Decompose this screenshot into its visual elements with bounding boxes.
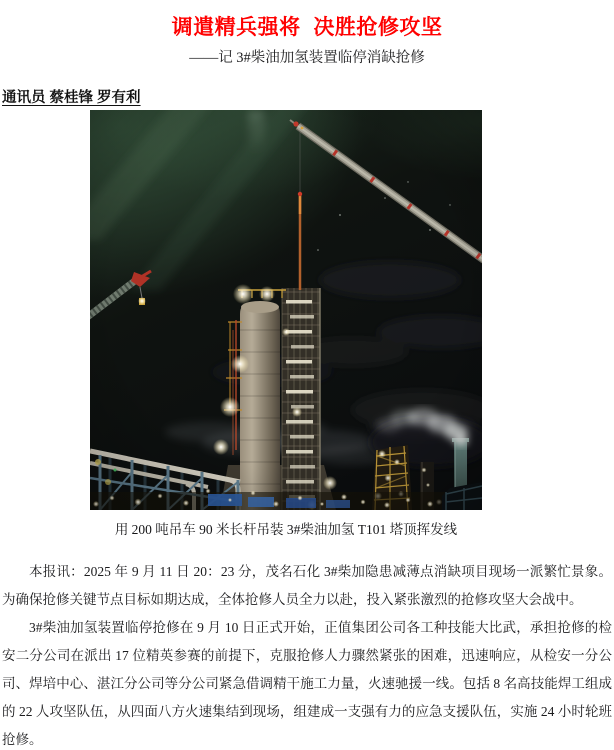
photo-vignette: [90, 110, 482, 510]
body-paragraph: 本报讯：2025 年 9 月 11 日 20：23 分，茂名石化 3#柴加隐患减薄点消缺项目现场一派繁忙景象。为确保抢修关键节点目标如期达成，全体抢修人员全力以赴，投入紧张激烈的抢修攻坚大会战中。: [2, 564, 612, 607]
article-body: [2, 558, 612, 750]
photo-caption: 用 200 吨吊车 90 米长杆吊装 3#柴油加氢 T101 塔顶挥发线: [114, 522, 458, 537]
refinery-photo-illustration: [90, 110, 482, 510]
refinery-night-photo: [90, 110, 482, 510]
byline: 通讯员 蔡桂锋 罗有利: [2, 90, 141, 106]
article-title: 调遣精兵强将 决胜抢修攻坚: [171, 16, 443, 39]
body-paragraph: 3#柴油加氢装置临停抢修在 9 月 10 日正式开始，正值集团公司各工种技能大比武，承担抢修的检安二分公司在派出 17 位精英参赛的前提下，克服抢修人力骤然紧张的困难，迅速响应，从检安一分公司、焊培中心、湛江分公司等分公司紧急借调精干施工力量，火速驰援一线。包括 8 名高技能焊工组成的 22 人攻坚队伍，从四面八方火速集结到现场，组建成一支强有力的应急支援队伍，实施 24 小时轮班抢修。: [2, 620, 612, 747]
article-subtitle: ——记 3#柴油加氢装置临停消缺抢修: [189, 50, 425, 66]
